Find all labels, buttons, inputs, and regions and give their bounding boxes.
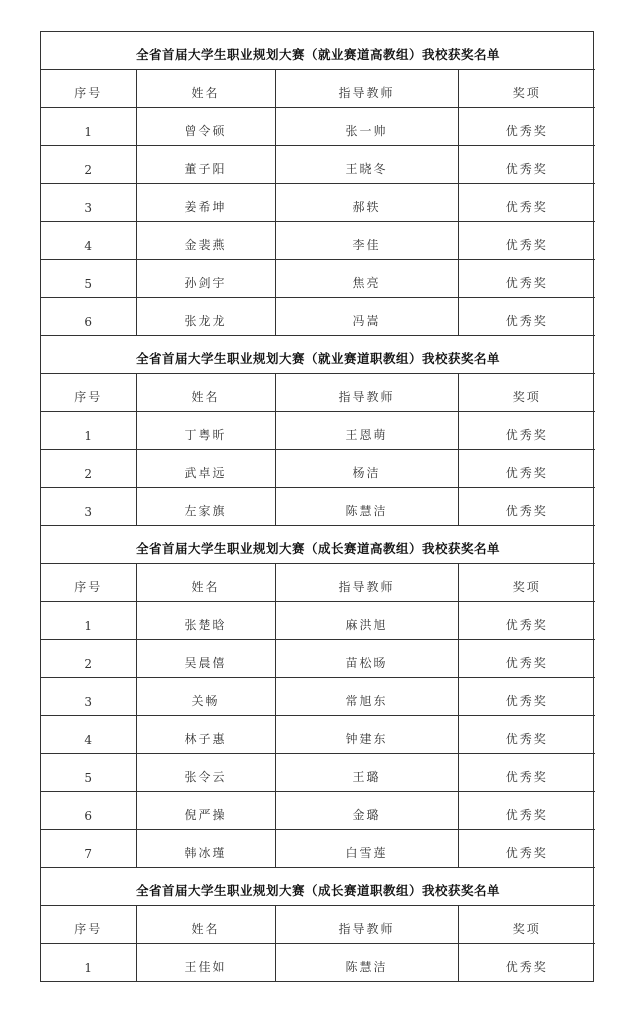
award-table xyxy=(41,32,595,981)
student-name: 曾令硕 xyxy=(136,108,275,146)
table-row xyxy=(41,754,595,792)
advisor-name: 李佳 xyxy=(275,222,458,260)
student-name: 张龙龙 xyxy=(136,298,275,336)
row-index: 1 xyxy=(41,412,136,450)
header-name: 姓名 xyxy=(136,70,275,108)
column-header-row xyxy=(41,374,595,412)
table-row xyxy=(41,716,595,754)
award-level: 优秀奖 xyxy=(458,146,595,184)
header-award: 奖项 xyxy=(458,374,595,412)
row-index: 4 xyxy=(41,716,136,754)
table-row xyxy=(41,488,595,526)
award-list-document xyxy=(40,31,594,982)
student-name: 关畅 xyxy=(136,678,275,716)
row-index: 3 xyxy=(41,184,136,222)
advisor-name: 麻洪旭 xyxy=(275,602,458,640)
award-level: 优秀奖 xyxy=(458,184,595,222)
student-name: 丁粤昕 xyxy=(136,412,275,450)
advisor-name: 金璐 xyxy=(275,792,458,830)
award-level: 优秀奖 xyxy=(458,108,595,146)
award-level: 优秀奖 xyxy=(458,488,595,526)
section-title-row xyxy=(41,526,595,564)
section-title-row xyxy=(41,32,595,70)
advisor-name: 王璐 xyxy=(275,754,458,792)
header-teacher: 指导教师 xyxy=(275,70,458,108)
table-row xyxy=(41,184,595,222)
student-name: 张楚晗 xyxy=(136,602,275,640)
header-award: 奖项 xyxy=(458,564,595,602)
row-index: 5 xyxy=(41,754,136,792)
section-title: 全省首届大学生职业规划大赛（就业赛道职教组）我校获奖名单 xyxy=(41,336,595,374)
award-level: 优秀奖 xyxy=(458,830,595,868)
table-row xyxy=(41,830,595,868)
student-name: 姜希坤 xyxy=(136,184,275,222)
header-index: 序号 xyxy=(41,70,136,108)
advisor-name: 白雪莲 xyxy=(275,830,458,868)
table-row xyxy=(41,678,595,716)
student-name: 孙剑宇 xyxy=(136,260,275,298)
row-index: 5 xyxy=(41,260,136,298)
row-index: 1 xyxy=(41,944,136,982)
header-name: 姓名 xyxy=(136,374,275,412)
header-index: 序号 xyxy=(41,564,136,602)
header-award: 奖项 xyxy=(458,70,595,108)
row-index: 7 xyxy=(41,830,136,868)
header-index: 序号 xyxy=(41,374,136,412)
header-teacher: 指导教师 xyxy=(275,564,458,602)
award-level: 优秀奖 xyxy=(458,260,595,298)
award-level: 优秀奖 xyxy=(458,602,595,640)
table-row xyxy=(41,944,595,982)
section-title: 全省首届大学生职业规划大赛（成长赛道职教组）我校获奖名单 xyxy=(41,868,595,906)
award-level: 优秀奖 xyxy=(458,792,595,830)
award-level: 优秀奖 xyxy=(458,640,595,678)
section-title-row xyxy=(41,868,595,906)
student-name: 吴晨僖 xyxy=(136,640,275,678)
award-level: 优秀奖 xyxy=(458,944,595,982)
section-title-row xyxy=(41,336,595,374)
award-level: 优秀奖 xyxy=(458,412,595,450)
section-title: 全省首届大学生职业规划大赛（成长赛道高教组）我校获奖名单 xyxy=(41,526,595,564)
advisor-name: 冯嵩 xyxy=(275,298,458,336)
table-row xyxy=(41,640,595,678)
row-index: 2 xyxy=(41,640,136,678)
award-level: 优秀奖 xyxy=(458,678,595,716)
student-name: 张令云 xyxy=(136,754,275,792)
award-level: 优秀奖 xyxy=(458,716,595,754)
column-header-row xyxy=(41,906,595,944)
student-name: 韩冰瑾 xyxy=(136,830,275,868)
header-index: 序号 xyxy=(41,906,136,944)
row-index: 2 xyxy=(41,146,136,184)
advisor-name: 苗松旸 xyxy=(275,640,458,678)
advisor-name: 钟建东 xyxy=(275,716,458,754)
student-name: 倪严操 xyxy=(136,792,275,830)
header-teacher: 指导教师 xyxy=(275,906,458,944)
table-row xyxy=(41,792,595,830)
award-level: 优秀奖 xyxy=(458,754,595,792)
header-name: 姓名 xyxy=(136,906,275,944)
table-row xyxy=(41,222,595,260)
column-header-row xyxy=(41,564,595,602)
advisor-name: 王恩萌 xyxy=(275,412,458,450)
award-level: 优秀奖 xyxy=(458,450,595,488)
row-index: 3 xyxy=(41,488,136,526)
table-row xyxy=(41,602,595,640)
advisor-name: 杨洁 xyxy=(275,450,458,488)
header-award: 奖项 xyxy=(458,906,595,944)
student-name: 左家旗 xyxy=(136,488,275,526)
column-header-row xyxy=(41,70,595,108)
award-level: 优秀奖 xyxy=(458,298,595,336)
row-index: 6 xyxy=(41,792,136,830)
table-row xyxy=(41,450,595,488)
student-name: 王佳如 xyxy=(136,944,275,982)
row-index: 4 xyxy=(41,222,136,260)
student-name: 武卓远 xyxy=(136,450,275,488)
advisor-name: 陈慧洁 xyxy=(275,488,458,526)
award-level: 优秀奖 xyxy=(458,222,595,260)
row-index: 1 xyxy=(41,108,136,146)
table-row xyxy=(41,260,595,298)
row-index: 3 xyxy=(41,678,136,716)
advisor-name: 陈慧洁 xyxy=(275,944,458,982)
row-index: 6 xyxy=(41,298,136,336)
table-row xyxy=(41,108,595,146)
student-name: 林子惠 xyxy=(136,716,275,754)
advisor-name: 焦亮 xyxy=(275,260,458,298)
advisor-name: 常旭东 xyxy=(275,678,458,716)
table-row xyxy=(41,298,595,336)
advisor-name: 王晓冬 xyxy=(275,146,458,184)
header-name: 姓名 xyxy=(136,564,275,602)
table-row xyxy=(41,146,595,184)
advisor-name: 郝轶 xyxy=(275,184,458,222)
header-teacher: 指导教师 xyxy=(275,374,458,412)
advisor-name: 张一帅 xyxy=(275,108,458,146)
table-row xyxy=(41,412,595,450)
section-title: 全省首届大学生职业规划大赛（就业赛道高教组）我校获奖名单 xyxy=(41,32,595,70)
row-index: 2 xyxy=(41,450,136,488)
row-index: 1 xyxy=(41,602,136,640)
student-name: 金裴燕 xyxy=(136,222,275,260)
student-name: 董子阳 xyxy=(136,146,275,184)
